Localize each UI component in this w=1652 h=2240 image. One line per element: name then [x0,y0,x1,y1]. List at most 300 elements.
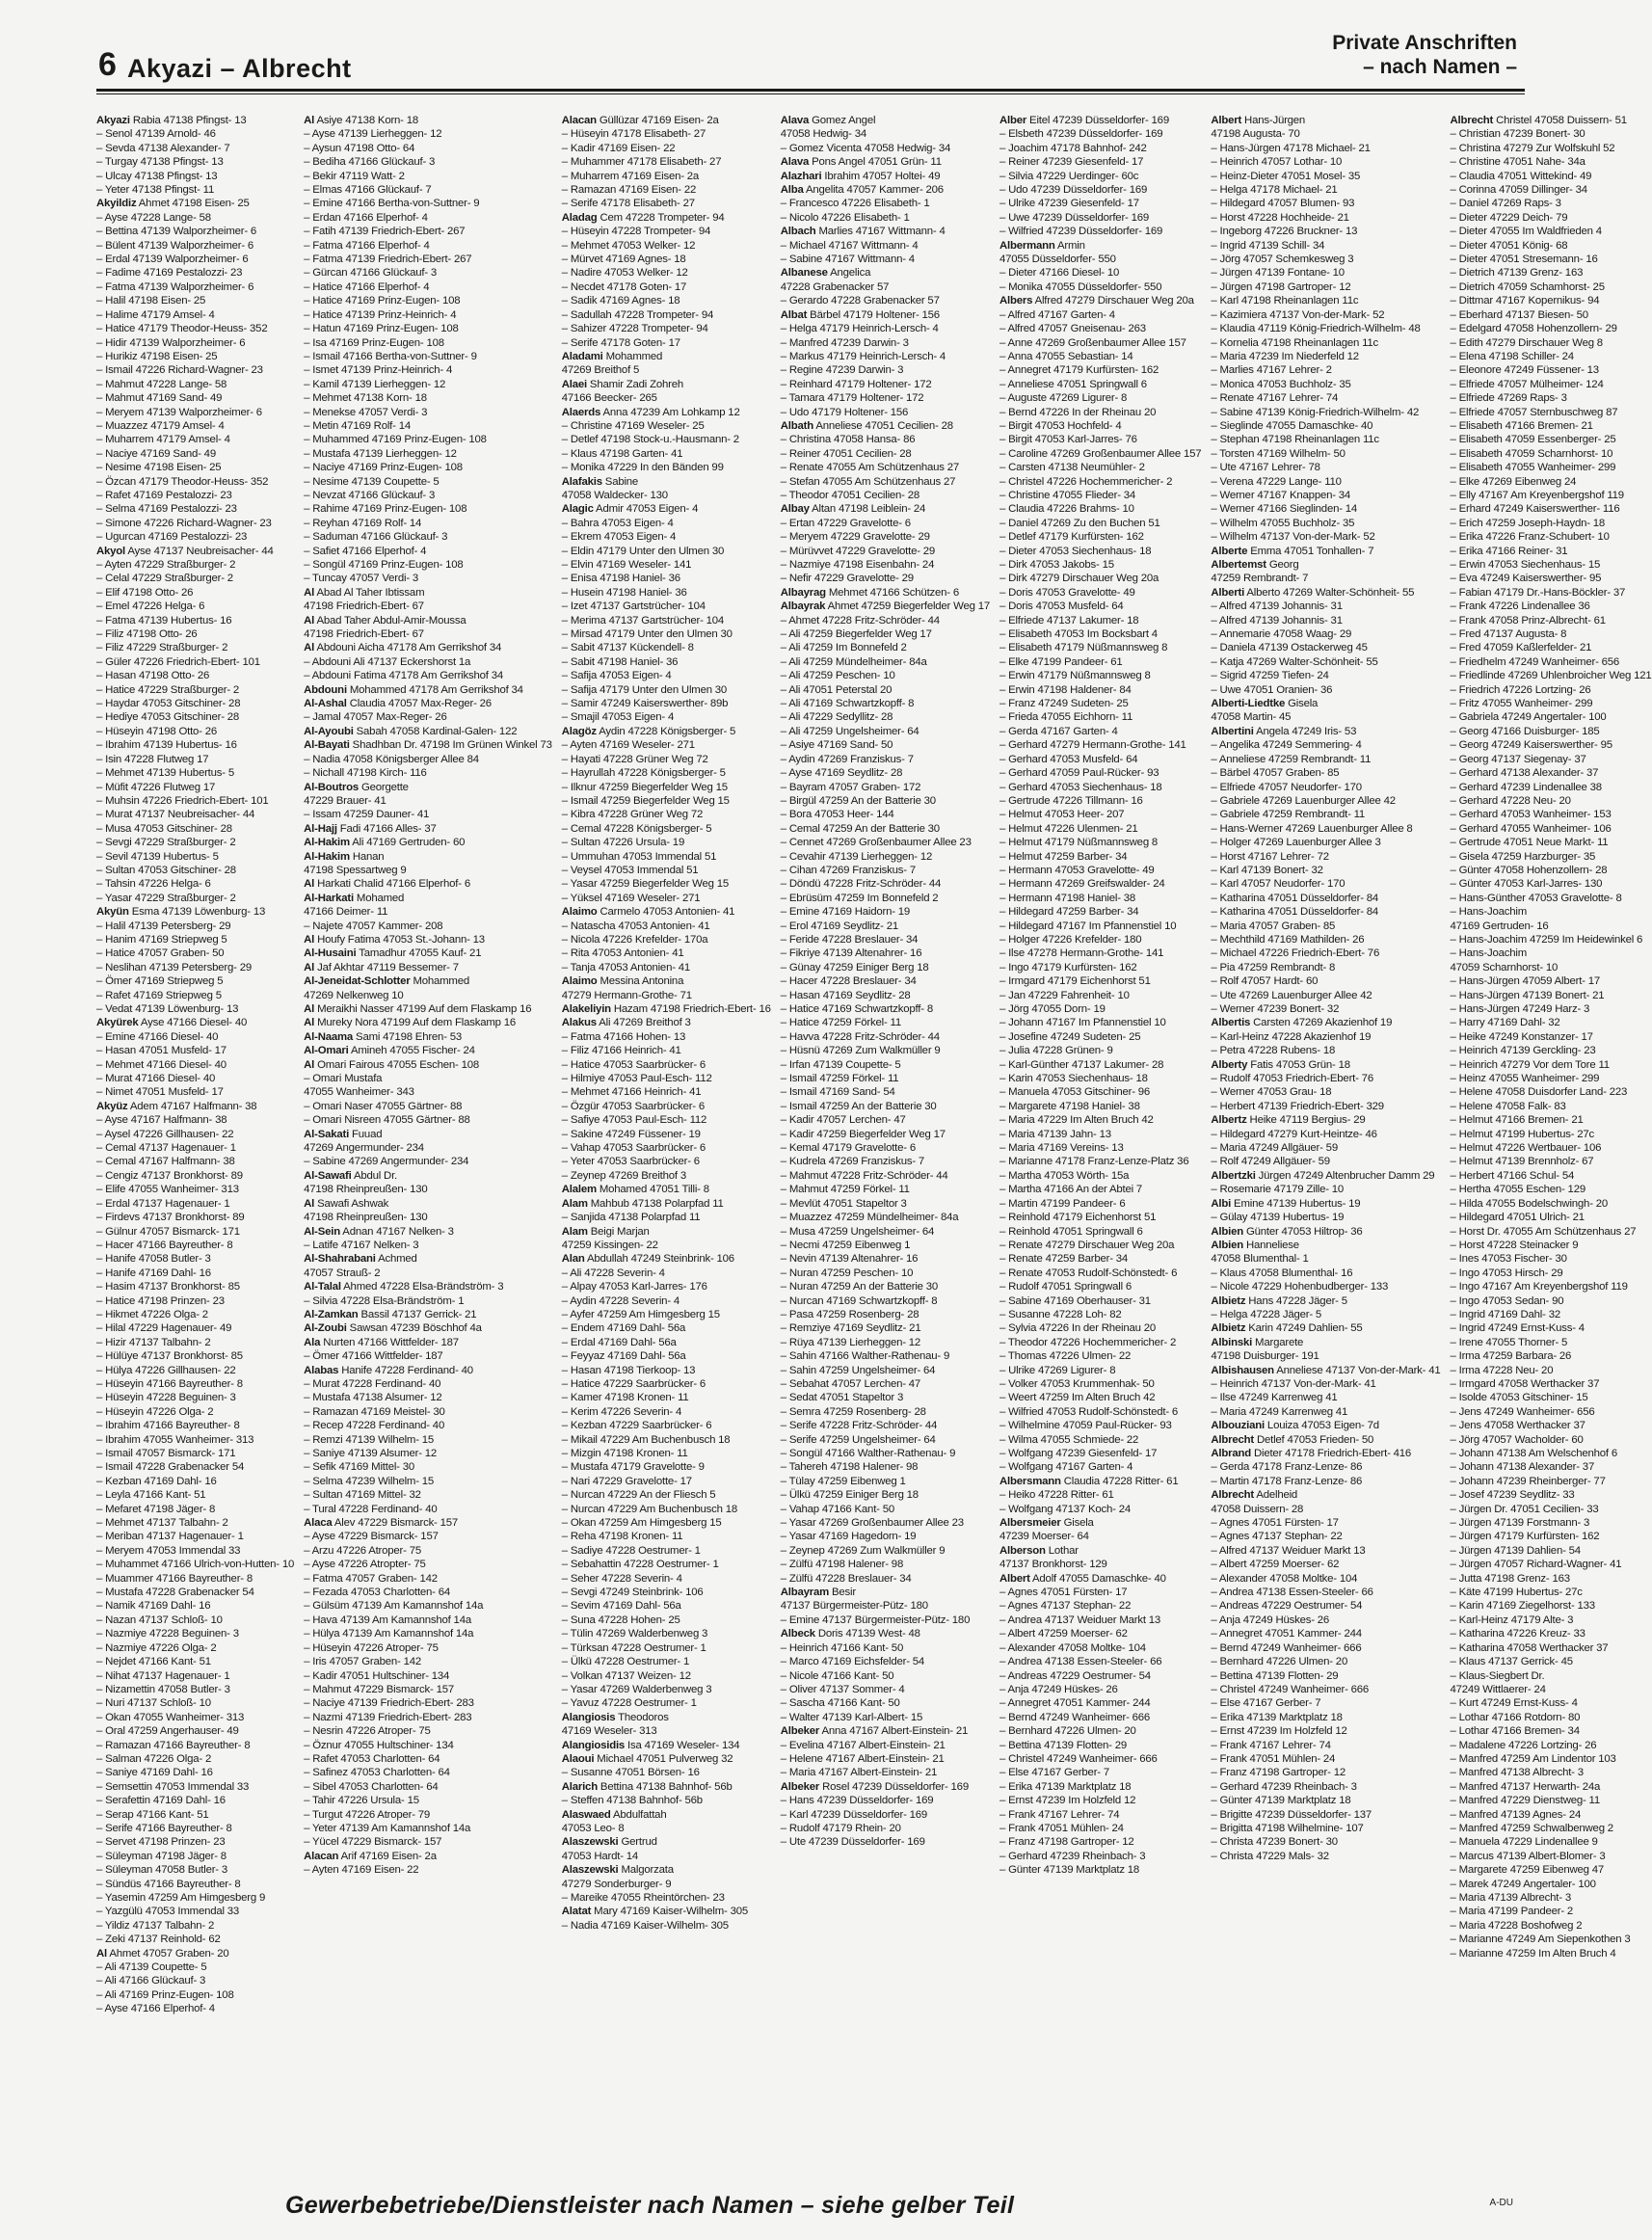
directory-entry: – Salman 47226 Olga- 2 [96,1752,212,1765]
directory-entry: – Mechthild 47169 Mathilden- 26 [1211,933,1365,946]
directory-entry: – Wolfgang 47239 Giesenfeld- 17 [999,1448,1158,1459]
directory-entry: – Ali 47259 Ungelsheimer- 64 [780,725,919,737]
directory-entry: – Margarete 47259 Eibenweg 47 [1450,1864,1604,1877]
directory-entry: – Serife 47178 Elisabeth- 27 [561,198,695,210]
directory-entry: – Bärbel 47057 Graben- 85 [1211,767,1340,780]
directory-entry: – Maria 47229 Im Alten Bruch 42 [999,1114,1154,1127]
directory-entry: – Elfriede 47057 Sternbuschweg 87 [1450,406,1618,418]
directory-entry: – Verena 47229 Lange- 110 [1211,475,1342,488]
directory-entry: – Daniel 47269 Zu den Buchen 51 [999,517,1160,529]
directory-entry: – Ülkü 47259 Einiger Berg 18 [780,1489,919,1502]
directory-entry: – Mirsad 47179 Unter den Ulmen 30 [561,628,733,641]
directory-column [1211,114,1440,2186]
directory-entry: – Nicolo 47226 Elisabeth- 1 [780,211,910,224]
directory-entry: – Stephan 47198 Rheinanlagen 11c [1211,434,1379,446]
directory-entry: – Ali 47051 Peterstal 20 [780,683,893,696]
directory-entry: – Yeter 47138 Pfingst- 11 [96,184,215,197]
directory-column [999,114,1201,2186]
directory-entry: – Werner 47167 Knappen- 34 [1211,489,1351,501]
directory-entry: – Ingrid 47139 Schill- 34 [1211,239,1325,252]
directory-entry: – Elif 47198 Otto- 26 [96,586,194,599]
directory-entry: – Semsettin 47053 Immendal 33 [96,1780,250,1793]
directory-entry: – Georg 47137 Siegenay- 37 [1450,753,1586,765]
directory-entry: – Ingrid 47169 Dahl- 32 [1450,1308,1560,1320]
directory-entry: – Gertrude 47226 Tillmann- 16 [999,794,1143,807]
directory-entry: – Gülay 47139 Hubertus- 19 [1211,1212,1345,1224]
directory-entry: – Heinrich 47139 Gerckling- 23 [1450,1045,1596,1057]
directory-entry: – Cemal 47137 Hagenauer- 1 [96,1142,236,1155]
directory-entry: – Dieter 47229 Deich- 79 [1450,211,1568,224]
directory-entry: – Gerhard 47279 Hermann-Grothe- 141 [999,739,1186,752]
directory-entry: – Ali 47166 Glückauf- 3 [96,1975,206,1987]
directory-entry: – Josef 47239 Seydlitz- 33 [1450,1489,1575,1502]
directory-entry: – Murat 47166 Diesel- 40 [96,1073,216,1085]
directory-entry: – Rudolf 47053 Friedrich-Ebert- 76 [1211,1073,1373,1085]
directory-entry: Albrecht Christel 47058 Duissern- 51 [1450,115,1627,126]
directory-entry: – Fritz 47055 Wanheimer- 299 [1450,698,1593,710]
directory-entry: – Meryem 47139 Walporzheimer- 6 [96,406,262,418]
directory-entry: – Hanife 47058 Butler- 3 [96,1253,211,1266]
directory-entry: – Sakine 47249 Füssener- 19 [561,1128,701,1140]
directory-entry: – Sabine 47139 König-Friedrich-Wilhelm- 42 [1211,406,1420,418]
directory-entry: 47058 Hedwig- 34 [780,128,866,141]
directory-entry: – Sascha 47166 Kant- 50 [780,1697,900,1710]
directory-entry: – Volkan 47137 Weizen- 12 [561,1669,691,1682]
directory-entry: – Hermann 47053 Gravelotte- 49 [999,864,1155,876]
directory-entry: 47198 Friedrich-Ebert- 67 [304,600,424,613]
directory-entry: – Hasan 47198 Tierkoop- 13 [561,1364,696,1376]
directory-entry: – Güler 47226 Friedrich-Ebert- 101 [96,655,260,668]
directory-entry: – Menekse 47057 Verdi- 3 [304,406,428,418]
directory-entry: – Renate 47053 Rudolf-Schönstedt- 6 [999,1267,1178,1279]
directory-entry: – Saduman 47166 Glückauf- 3 [304,531,448,544]
directory-entry: – Frank 47058 Prinz-Albrecht- 61 [1450,614,1606,627]
directory-entry: – Hüseyin 47228 Trompeter- 94 [561,226,711,238]
directory-entry: – Silvia 47228 Elsa-Brändström- 1 [304,1294,465,1307]
directory-entry: – Nurcan 47169 Schwartzkopff- 8 [780,1294,938,1307]
directory-entry: Al-Boutros Georgette [304,781,409,793]
directory-entry: – Alfred 47167 Garten- 4 [999,308,1115,321]
directory-entry: – Manuela 47229 Lindenallee 9 [1450,1836,1598,1849]
directory-entry: – Caroline 47269 Großenbaumer Allee 157 [999,447,1202,460]
directory-entry: Alaimo Messina Antonina [561,975,684,988]
directory-entry: 47169 Gertruden- 16 [1450,920,1549,932]
directory-entry: – Torsten 47169 Wilhelm- 50 [1211,447,1346,460]
directory-entry: – Haydar 47053 Gitschiner- 28 [96,698,241,710]
directory-entry: – Franz 47198 Gartroper- 12 [1211,1767,1346,1779]
directory-entry: – Nicole 47229 Hohenbudberger- 133 [1211,1281,1389,1293]
directory-entry: – Naciye 47169 Prinz-Eugen- 108 [304,462,463,474]
directory-entry: Al-Sawafi Abdul Dr. [304,1169,397,1182]
directory-entry: – Elena 47198 Schiller- 24 [1450,350,1574,362]
directory-entry: – Muazzez 47179 Amsel- 4 [96,419,225,432]
directory-entry: – Dirk 47053 Jakobs- 15 [999,559,1114,571]
directory-entry: – Anneliese 47051 Springwall 6 [999,378,1147,390]
directory-entry: – Horst 47167 Lehrer- 72 [1211,850,1329,863]
directory-entry: – Georg 47249 Kaiserswerther- 95 [1450,739,1612,752]
directory-entry: – Yasar 47269 Großenbaumer Allee 23 [780,1517,964,1530]
directory-entry: – Hayrullah 47228 Königsberger- 5 [561,767,726,780]
directory-entry: – Ernst 47239 Im Holzfeld 12 [999,1795,1136,1807]
directory-entry: – Yasar 47229 Straßburger- 2 [96,892,236,904]
directory-entry: – Harry 47169 Dahl- 32 [1450,1017,1560,1029]
directory-entry: – Gerhard 47239 Rheinbach- 3 [999,1850,1146,1862]
directory-entry: – Heinrich 47137 Von-der-Mark- 41 [1211,1377,1376,1390]
directory-entry: – Selma 47169 Pestalozzi- 23 [96,503,237,516]
directory-entry: – Hüseyin 47226 Atroper- 75 [304,1641,439,1654]
directory-entry: – Ali 47259 Peschen- 10 [780,670,895,682]
directory-entry: – Hava 47139 Am Kamannshof 14a [304,1613,471,1626]
directory-entry: – Ali 47259 Biegerfelder Weg 17 [780,628,932,641]
directory-entry: – Hatice 47139 Prinz-Heinrich- 4 [304,308,457,321]
directory-entry: – Andreas 47229 Oestrumer- 54 [999,1669,1151,1682]
directory-entry: 47198 Duisburger- 191 [1211,1350,1319,1363]
directory-entry: – Nesrin 47226 Atroper- 75 [304,1725,431,1738]
directory-entry: – Nihat 47137 Hagenauer- 1 [96,1669,230,1682]
directory-entry: – Mizgin 47198 Kronen- 11 [561,1448,688,1459]
directory-entry: – Ismail 47259 Förkel- 11 [780,1073,899,1085]
directory-entry: 47239 Moerser- 64 [999,1531,1089,1543]
directory-entry: Albayram Besir [780,1587,856,1599]
directory-entry: Albeker Anna 47167 Albert-Einstein- 21 [780,1725,969,1738]
directory-entry: – Rudolf 47179 Rhein- 20 [780,1822,901,1834]
directory-entry: – Husein 47198 Haniel- 36 [561,586,687,599]
directory-entry: – Kamer 47198 Kronen- 11 [561,1392,689,1404]
directory-entry: Alberty Fatis 47053 Grün- 18 [1211,1058,1350,1071]
directory-entry: – Asiye 47169 Sand- 50 [780,739,893,752]
directory-entry: – Kadir 47051 Hultschiner- 134 [304,1669,450,1682]
directory-entry: – Stefan 47055 Am Schützenhaus 27 [780,475,956,488]
directory-entry: – Alfred 47139 Johannis- 31 [1211,614,1343,627]
directory-entry: – Ingo 47053 Hirsch- 29 [1450,1267,1563,1279]
directory-entry: – Ismail 47057 Bismarck- 171 [96,1448,236,1459]
directory-entry: Al Abad Taher Abdul-Amir-Moussa [304,614,466,627]
directory-entry: – Maria 47139 Albrecht- 3 [1450,1892,1571,1904]
directory-entry: – Ahmet 47228 Fritz-Schröder- 44 [780,614,940,627]
directory-entry: – Franz 47249 Sudeten- 25 [999,698,1129,710]
directory-entry: – Ute 47269 Lauenburger Allee 42 [1211,989,1372,1001]
directory-entry: – Sahin 47259 Ungelsheimer- 64 [780,1364,936,1376]
directory-entry: – Karl 47198 Rheinanlagen 11c [1211,295,1359,307]
directory-entry: Al-Hakim Hanan [304,850,385,863]
directory-entry: – Yasar 47259 Biegerfelder Weg 15 [561,878,729,891]
directory-entry: – Carsten 47138 Neumühler- 2 [999,462,1145,474]
directory-entry: – Rafet 47053 Charlotten- 64 [304,1752,440,1765]
directory-entry: – Erika 47166 Reiner- 31 [1450,545,1568,557]
directory-entry: – Elke 47269 Eibenweg 24 [1450,475,1577,488]
directory-entry: – Hatice 47169 Schwartzkopff- 8 [780,1003,933,1015]
directory-entry: – Helmut 47226 Ulenmen- 21 [999,822,1138,835]
directory-entry: 47228 Grabenacker 57 [780,280,890,293]
directory-entry: – Renate 47167 Lehrer- 74 [1211,392,1339,405]
directory-entry: Albersmeier Gisela [999,1517,1094,1530]
directory-entry: – Feride 47228 Breslauer- 34 [780,933,919,946]
directory-entry: – Manuela 47053 Gitschiner- 96 [999,1086,1151,1099]
directory-entry: 47055 Wanheimer- 343 [304,1086,414,1099]
directory-entry: – Karl 47057 Neudorfer- 170 [1211,878,1346,891]
directory-entry: – Yildiz 47137 Talbahn- 2 [96,1919,215,1932]
directory-entry: – Manfred 47139 Agnes- 24 [1450,1808,1582,1821]
directory-entry: – Martha 47166 An der Abtei 7 [999,1184,1143,1196]
directory-entry: – Cemal 47228 Königsberger- 5 [561,822,712,835]
directory-entry: – Fatma 47166 Elperhof- 4 [304,239,430,252]
directory-entry: – Muhammet 47166 Ulrich-von-Hutten- 10 [96,1559,295,1571]
directory-entry: – Isin 47228 Flutweg 17 [96,753,209,765]
directory-entry: – Elisabeth 47059 Scharnhorst- 10 [1450,447,1613,460]
directory-entry: – Christel 47249 Wanheimer- 666 [999,1752,1158,1765]
directory-entry: Albien Hanneliese [1211,1239,1299,1251]
directory-entry: – Feyyaz 47169 Dahl- 56a [561,1350,686,1363]
directory-entry: – Detlef 47198 Stock-u.-Hausmann- 2 [561,434,739,446]
directory-entry: 47137 Bronkhorst- 129 [999,1559,1107,1571]
directory-entry: – Heinrich 47057 Lothar- 10 [1211,156,1343,169]
directory-entry: – Jürgen Dr. 47051 Cecilien- 33 [1450,1503,1599,1515]
directory-entry: – Ali 47139 Coupette- 5 [96,1961,207,1974]
directory-entry: – Mahmut 47169 Sand- 49 [96,392,223,405]
directory-entry: – Hatice 47166 Elperhof- 4 [304,280,430,293]
directory-entry: – Cemal 47167 Halfmann- 38 [96,1156,235,1168]
directory-entry: – Zeynep 47269 Zum Walkmüller 9 [780,1544,946,1557]
directory-entry: – Klaus-Siegbert Dr. [1450,1669,1545,1682]
directory-entry: – Katharina 47058 Werthacker 37 [1450,1641,1609,1654]
directory-entry: – Isa 47169 Prinz-Eugen- 108 [304,336,444,349]
directory-entry: Albertzki Jürgen 47249 Altenbrucher Damm 29 [1211,1169,1435,1182]
page-header [0,0,1534,101]
directory-entry: – Zülfü 47198 Halener- 98 [780,1559,904,1571]
directory-entry: – Edelgard 47058 Hohenzollern- 29 [1450,323,1617,335]
directory-entry: – Gertrude 47051 Neue Markt- 11 [1450,837,1609,849]
directory-entry: – Joachim 47178 Bahnhof- 242 [999,142,1147,154]
directory-entry: – Klaudia 47119 König-Friedrich-Wilhelm- 48 [1211,323,1421,335]
directory-entry: – Bernhard 47226 Ulmen- 20 [1211,1656,1348,1668]
directory-entry: Albay Altan 47198 Leiblein- 24 [780,503,926,516]
directory-entry: – Ilse 47249 Karrenweg 41 [1211,1392,1338,1404]
directory-entry: – Jutta 47198 Grenz- 163 [1450,1572,1570,1585]
directory-entry: – Safija 47179 Unter den Ulmen 30 [561,683,728,696]
directory-entry: – Cennet 47269 Großenbaumer Allee 23 [780,837,972,849]
directory-entry: – Fatma 47139 Walporzheimer- 6 [96,280,254,293]
directory-entry: – Georg 47166 Duisburger- 185 [1450,725,1600,737]
directory-entry: – Kibra 47228 Grüner Weg 72 [561,809,704,821]
directory-entry: – Ekrem 47053 Eigen- 4 [561,531,677,544]
directory-entry: – Rahime 47169 Prinz-Eugen- 108 [304,503,467,516]
directory-entry: – Wilfried 47053 Rudolf-Schönstedt- 6 [999,1405,1179,1418]
directory-entry: – Erika 47226 Franz-Schubert- 10 [1450,531,1610,544]
directory-entry: – Theodor 47051 Cecilien- 28 [780,489,920,501]
directory-entry: – Hacer 47166 Bayreuther- 8 [96,1239,233,1251]
directory-entry: – Aydin 47228 Severin- 4 [561,1294,680,1307]
directory-entry: – Nicola 47226 Krefelder- 170a [561,933,708,946]
directory-entry: Alagic Admir 47053 Eigen- 4 [561,503,699,516]
directory-entry: 47279 Sonderburger- 9 [561,1878,672,1890]
directory-entry: Al Sawafi Ashwak [304,1197,389,1210]
directory-entry: Alberti-Liedtke Gisela [1211,698,1319,710]
directory-entry: – Remzi 47139 Wilhelm- 15 [304,1433,435,1446]
directory-entry: – Cevahir 47139 Lierheggen- 12 [780,850,933,863]
directory-entry: – Jürgen 47198 Gartroper- 12 [1211,280,1351,293]
directory-entry: – Nazan 47137 Schloß- 10 [96,1613,223,1626]
directory-entry: – Andrea 47137 Weiduer Markt 13 [999,1613,1161,1626]
directory-entry: – Maria 47199 Pandeer- 2 [1450,1906,1574,1918]
directory-entry: – Ines 47053 Fischer- 30 [1450,1253,1567,1266]
directory-entry: Alatat Mary 47169 Kaiser-Wilhelm- 305 [561,1906,749,1918]
directory-entry: – Türksan 47228 Oestrumer- 1 [561,1641,706,1654]
directory-entry: Alaszewski Malgorzata [561,1864,674,1877]
directory-entry: – Dieter 47166 Diesel- 10 [999,267,1120,280]
directory-column [96,114,294,2186]
directory-entry: – Rafet 47169 Striepweg 5 [96,989,222,1001]
directory-entry: – Gabriele 47269 Lauenburger Allee 42 [1211,794,1396,807]
directory-entry: – Nicole 47166 Kant- 50 [780,1669,894,1682]
directory-entry: – Marianne 47249 Am Siepenkothen 3 [1450,1933,1631,1946]
directory-entry: – Arzu 47226 Atroper- 75 [304,1544,421,1557]
directory-entry: – Isolde 47053 Gitschiner- 15 [1450,1392,1588,1404]
directory-entry: – Bülent 47139 Walporzheimer- 6 [96,239,254,252]
directory-entry: – Klaus 47137 Gerrick- 45 [1450,1656,1573,1668]
directory-entry: Albishausen Anneliese 47137 Von-der-Mark- 41 [1211,1364,1441,1376]
directory-entry: – Herbert 47166 Schul- 54 [1450,1169,1575,1182]
directory-entry: – Karin 47169 Ziegelhorst- 133 [1450,1600,1595,1613]
directory-entry: 47229 Brauer- 41 [304,794,386,807]
directory-entry: – Hildegard 47057 Blumen- 93 [1211,198,1355,210]
directory-entry: – Agnes 47051 Fürsten- 17 [999,1587,1128,1599]
directory-entry: – Angelika 47249 Semmering- 4 [1211,739,1362,752]
directory-entry: – Günay 47259 Einiger Berg 18 [780,961,929,973]
directory-entry: – Oliver 47137 Sommer- 4 [780,1683,905,1695]
directory-entry: – Karl-Heinz 47179 Alte- 3 [1450,1613,1574,1626]
directory-entry: – Cengiz 47137 Bronkhorst- 89 [96,1169,243,1182]
directory-entry: 47058 Duissern- 28 [1211,1503,1304,1515]
directory-entry: Alan Abdullah 47249 Steinbrink- 106 [561,1253,734,1266]
directory-entry: – Süleyman 47058 Butler- 3 [96,1864,228,1877]
directory-entry: – Tahsin 47226 Helga- 6 [96,878,211,891]
directory-entry: – Doris 47053 Gravelotte- 49 [999,586,1135,599]
directory-entry: – Hüsnü 47269 Zum Walkmüller 9 [780,1045,941,1057]
directory-entry: – Heike 47249 Konstanzer- 17 [1450,1030,1593,1043]
directory-entry: Alam Beigi Marjan [561,1225,650,1238]
directory-entry: – Samir 47249 Kaiserswerther- 89b [561,698,729,710]
directory-entry: – Ali 47259 Mündelheimer- 84a [780,655,927,668]
directory-entry: – Elisabeth 47055 Wanheimer- 299 [1450,462,1616,474]
directory-entry: – Tülay 47259 Eibenweg 1 [780,1475,906,1487]
directory-entry: 47055 Düsseldorfer- 550 [999,253,1116,266]
directory-entry: – Anna 47055 Sebastian- 14 [999,350,1133,362]
directory-entry: – Irmgard 47179 Eichenhorst 51 [999,975,1151,988]
directory-entry: – Jürgen 47139 Dahlien- 54 [1450,1544,1581,1557]
directory-entry: Alaei Shamir Zadi Zohreh [561,378,683,390]
directory-entry: Al Houfy Fatima 47053 St.-Johann- 13 [304,933,485,946]
directory-entry: – Friedhelm 47249 Wanheimer- 656 [1450,655,1620,668]
directory-entry: – Jörg 47057 Schemkesweg 3 [1211,253,1354,266]
directory-entry: Al-Harkati Mohamed [304,892,405,904]
directory-entry: – Horst 47228 Steinacker 9 [1450,1239,1579,1251]
directory-entry: Albert Hans-Jürgen [1211,115,1306,126]
directory-entry: – Hermann 47198 Haniel- 38 [999,892,1136,904]
directory-entry: – Kemal 47179 Gravelotte- 6 [780,1142,916,1155]
directory-entry: – Mehmet 47053 Welker- 12 [561,239,696,252]
directory-entry: – Helmut 47053 Heer- 207 [999,809,1125,821]
directory-entry: Al-Shahrabani Achmed [304,1253,417,1266]
directory-entry: Albers Alfred 47279 Dirschauer Weg 20a [999,295,1194,307]
directory-entry: – Ulrike 47269 Ligurer- 8 [999,1364,1116,1376]
directory-entry: – Serife 47228 Fritz-Schröder- 44 [780,1420,938,1432]
directory-entry: – Jens 47058 Werthacker 37 [1450,1420,1585,1432]
directory-entry: – Kerim 47226 Severin- 4 [561,1405,682,1418]
directory-entry: – Ayse 47226 Atropter- 75 [304,1559,426,1571]
directory-entry: – Bettina 47139 Flotten- 29 [999,1739,1127,1751]
directory-entry: – Ramazan 47169 Eisen- 22 [561,184,697,197]
directory-entry: – Nazmiye 47226 Olga- 2 [96,1641,217,1654]
directory-entry: – Hertha 47055 Eschen- 129 [1450,1184,1585,1196]
directory-entry: Albrecht Adelheid [1211,1489,1298,1502]
directory-entry: – Karl-Günther 47137 Lakumer- 28 [999,1058,1164,1071]
directory-entry: – Oral 47259 Angerhauser- 49 [96,1725,239,1738]
directory-entry: – Francesco 47226 Elisabeth- 1 [780,198,930,210]
directory-entry: – Brigitta 47198 Wilhelmine- 107 [1211,1822,1364,1834]
directory-entry: – Mareike 47055 Rheintörchen- 23 [561,1892,725,1904]
directory-entry: – Mehmet 47166 Diesel- 40 [96,1058,226,1071]
directory-entry: – Agnes 47137 Stephan- 22 [1211,1531,1343,1543]
directory-entry: – Muharrem 47179 Amsel- 4 [96,434,230,446]
directory-entry: – Reiner 47239 Giesenfeld- 17 [999,156,1144,169]
directory-entry: – Bernd 47249 Wanheimer- 666 [1211,1641,1362,1654]
directory-entry: – Aysun 47198 Otto- 64 [304,142,415,154]
directory-entry: – Hüseyin 47178 Elisabeth- 27 [561,128,706,141]
directory-entry: – Selma 47239 Wilhelm- 15 [304,1475,435,1487]
directory-entry: – Maria 47169 Vereins- 13 [999,1142,1124,1155]
directory-entry: – Murat 47228 Ferdinand- 40 [304,1377,441,1390]
directory-entry: – Yasemin 47259 Am Himgesberg 9 [96,1892,266,1904]
directory-entry: – Recep 47228 Ferdinand- 40 [304,1420,445,1432]
directory-entry: – Martha 47053 Wörth- 15a [999,1169,1130,1182]
directory-entry: – Sigrid 47259 Tiefen- 24 [1211,670,1329,682]
directory-entry: – Özcan 47179 Theodor-Heuss- 352 [96,475,269,488]
directory-entry: – Jürgen 47139 Fontane- 10 [1211,267,1345,280]
directory-entry: – Yasar 47169 Hagedorn- 19 [780,1531,917,1543]
directory-entry: Al Abdouni Aicha 47178 Am Gerrikshof 34 [304,642,502,654]
directory-entry: – Halil 47198 Eisen- 25 [96,295,206,307]
directory-entry: Alagöz Aydin 47228 Königsberger- 5 [561,725,736,737]
directory-entry: – Helga 47228 Jäger- 5 [1211,1308,1322,1320]
directory-entry: – Nimet 47051 Musfeld- 17 [96,1086,224,1099]
directory-entry: Al Omari Fairous 47055 Eschen- 108 [304,1058,480,1071]
directory-entry: – Erwin 47179 Nüßmannsweg 8 [999,670,1151,682]
directory-entry: – Fatih 47139 Friedrich-Ebert- 267 [304,226,466,238]
directory-entry: – Serife 47259 Ungelsheimer- 64 [780,1433,936,1446]
directory-entry: – Latife 47167 Nelken- 3 [304,1239,419,1251]
directory-entry: Al Jaf Akhtar 47119 Bessemer- 7 [304,961,459,973]
directory-entry: – Wilhelmine 47059 Paul-Rücker- 93 [999,1420,1172,1432]
directory-entry: Alacan Arif 47169 Eisen- 2a [304,1850,437,1862]
directory-entry: – Helene 47058 Duisdorfer Land- 223 [1450,1086,1628,1099]
directory-entry: – Hans-Jürgen 47139 Bonert- 21 [1450,989,1605,1001]
directory-entry: – Elfriede 47057 Neudorfer- 170 [1211,781,1362,793]
directory-entry: – Muharrem 47169 Eisen- 2a [561,170,700,182]
directory-entry: – Gürcan 47166 Glückauf- 3 [304,267,438,280]
directory-entry: Alam Mahbub 47138 Polarpfad 11 [561,1197,724,1210]
directory-entry: Albrecht Detlef 47053 Frieden- 50 [1211,1433,1374,1446]
directory-entry: – Enisa 47198 Haniel- 36 [561,573,680,585]
directory-entry: – Kurt 47249 Ernst-Kuss- 4 [1450,1697,1578,1710]
directory-entry: – Firdevs 47137 Bronkhorst- 89 [96,1212,245,1224]
directory-entry: – Anne 47269 Großenbaumer Allee 157 [999,336,1186,349]
directory-entry: – Elife 47055 Wanheimer- 313 [96,1184,239,1196]
directory-entry: 47169 Weseler- 313 [561,1725,657,1738]
directory-entry: – Mikail 47229 Am Buchenbusch 18 [561,1433,731,1446]
directory-entry: Albinski Margarete [1211,1336,1304,1348]
directory-entry: – Nuran 47259 An der Batterie 30 [780,1281,939,1293]
directory-entry: – Hatice 47169 Prinz-Eugen- 108 [304,295,461,307]
